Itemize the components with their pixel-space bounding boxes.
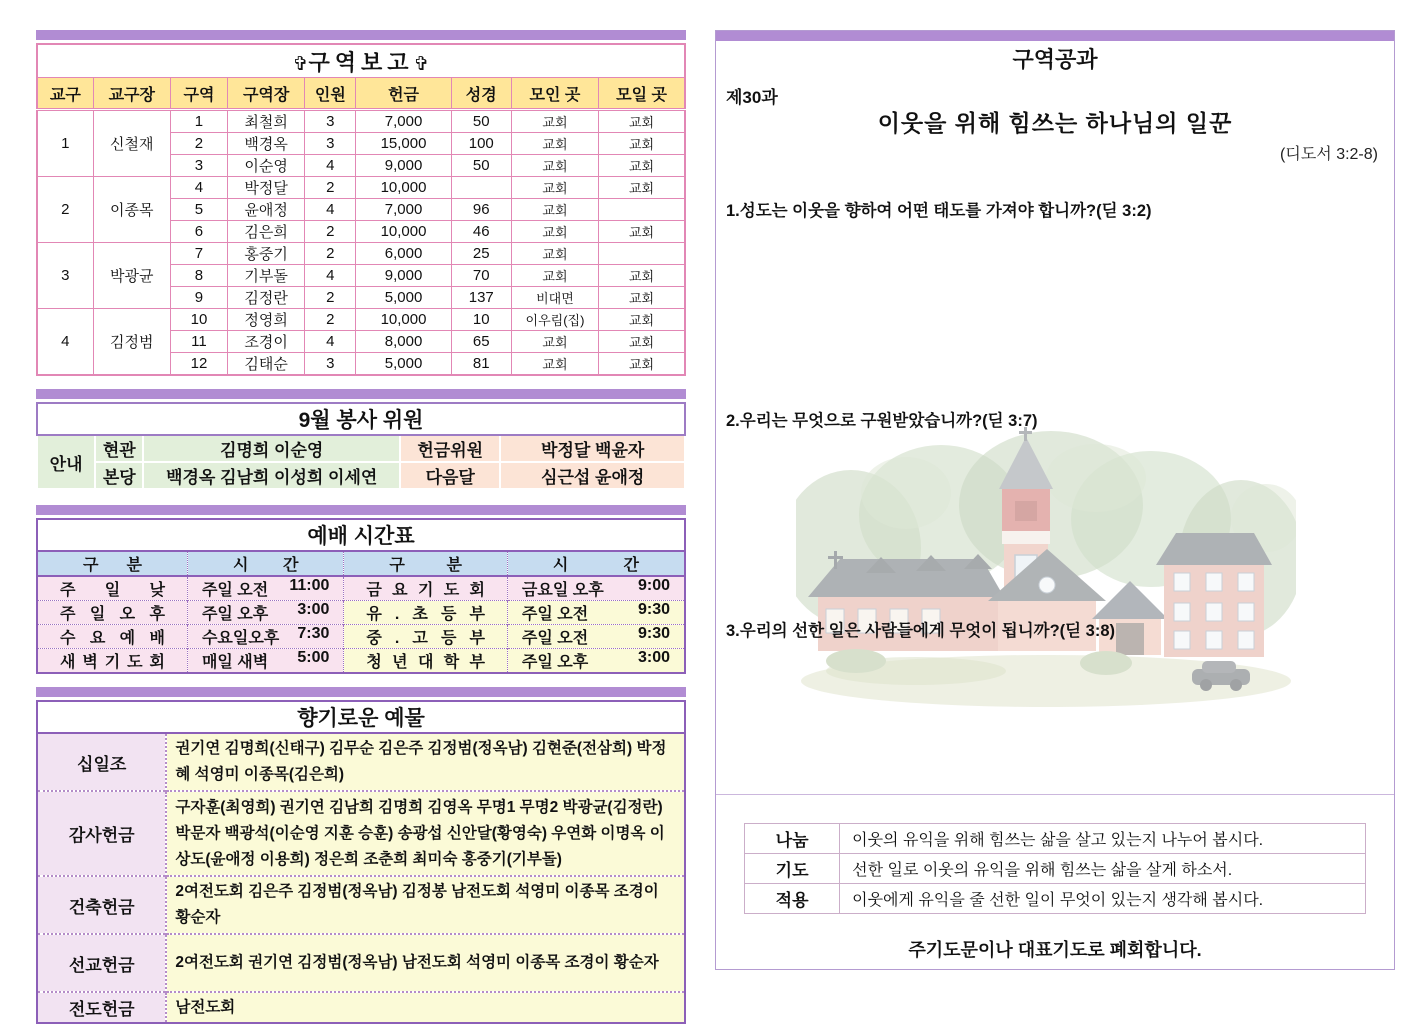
lesson-scripture-reference: (디도서 3:2-8)	[1280, 146, 1378, 163]
district-leader-cell: 이종목	[93, 177, 170, 243]
offering-cell: 5,000	[356, 287, 451, 309]
application-content-cell: 선한 일로 이웃의 유익을 위해 힘쓰는 삶을 살게 하소서.	[840, 854, 1366, 884]
attendance-cell: 4	[305, 331, 356, 353]
lesson-panel	[715, 30, 1395, 970]
next-place-cell: 교회	[599, 110, 685, 133]
next-place-cell: 교회	[599, 265, 685, 287]
zone-leader-cell: 박정달	[228, 177, 305, 199]
next-place-cell: 교회	[599, 155, 685, 177]
zone-leader-cell: 윤애정	[228, 199, 305, 221]
application-row	[745, 824, 1366, 854]
district-report-header-cell: 교구	[37, 78, 93, 110]
district-report-header-cell: 모인 곳	[511, 78, 598, 110]
zone-number-cell: 5	[170, 199, 227, 221]
schedule-service-cell: 새 벽 기 도 회	[37, 649, 187, 674]
offering-cell: 5,000	[356, 353, 451, 376]
zone-number-cell: 9	[170, 287, 227, 309]
met-place-cell: 비대면	[511, 287, 598, 309]
district-number-cell: 2	[37, 177, 93, 243]
section-divider-bar	[36, 505, 686, 515]
zone-leader-cell: 정영희	[228, 309, 305, 331]
offering-row	[37, 934, 685, 992]
lesson-question-3: 3.우리의 선한 일은 사람들에게 무엇이 됩니까?(딛 3:8)	[726, 622, 1116, 640]
committee-place-cell: 현관	[95, 435, 143, 462]
offering-cell: 9,000	[356, 265, 451, 287]
bible-reading-cell: 10	[451, 309, 511, 331]
section-divider-bar	[36, 687, 686, 697]
district-leader-cell: 신철재	[93, 110, 170, 177]
zone-leader-cell: 홍중기	[228, 243, 305, 265]
attendance-cell: 4	[305, 199, 356, 221]
schedule-when: 금요일 오후	[521, 582, 604, 599]
met-place-cell: 교회	[511, 243, 598, 265]
lesson-panel-title: 구역공과	[1012, 47, 1098, 72]
bible-reading-cell: 70	[451, 265, 511, 287]
zone-leader-cell: 김정란	[228, 287, 305, 309]
next-place-cell: 교회	[599, 221, 685, 243]
bible-reading-cell: 46	[451, 221, 511, 243]
schedule-service-cell: 유 . 초 등 부	[344, 601, 508, 625]
met-place-cell: 교회	[511, 353, 598, 376]
offering-cell: 10,000	[356, 221, 451, 243]
committee-names-cell: 김명희 이순영	[143, 435, 400, 462]
met-place-cell: 교회	[511, 221, 598, 243]
attendance-cell: 2	[305, 287, 356, 309]
section-divider-bar	[36, 30, 686, 40]
schedule-when: 매일 새벽	[201, 654, 269, 671]
schedule-clock: 9:30	[637, 601, 670, 618]
next-place-cell	[599, 199, 685, 221]
district-number-cell: 1	[37, 110, 93, 177]
schedule-clock: 9:30	[637, 625, 670, 642]
schedule-clock: 9:00	[637, 577, 670, 594]
zone-leader-cell: 조경이	[228, 331, 305, 353]
committee-place-cell: 본당	[95, 462, 143, 489]
attendance-cell: 4	[305, 155, 356, 177]
district-number-cell: 4	[37, 309, 93, 376]
next-place-cell: 교회	[599, 133, 685, 155]
lesson-title: 이웃을 위해 힘쓰는 하나님의 일꾼	[877, 110, 1233, 136]
schedule-clock: 5:00	[297, 649, 330, 666]
bible-reading-cell: 50	[451, 155, 511, 177]
met-place-cell: 교회	[511, 110, 598, 133]
offering-type-cell: 전도헌금	[37, 992, 166, 1023]
committee-role-names-cell: 박정달 백윤자	[500, 435, 685, 462]
attendance-cell: 3	[305, 110, 356, 133]
attendance-cell: 3	[305, 353, 356, 376]
zone-number-cell: 12	[170, 353, 227, 376]
offerings-title: 향기로운 예물	[37, 701, 685, 733]
schedule-time-cell	[187, 625, 343, 649]
next-place-cell: 교회	[599, 309, 685, 331]
application-row	[745, 854, 1366, 884]
district-report-header-cell: 성경	[451, 78, 511, 110]
service-committee-table	[36, 402, 686, 490]
service-committee-title: 9월 봉사 위원	[37, 403, 685, 435]
closing-statement: 주기도문이나 대표기도로 폐회합니다.	[908, 940, 1202, 960]
schedule-service-cell: 청 년 대 학 부	[344, 649, 508, 674]
offering-donors-cell: 권기연 김명희(신태구) 김무순 김은주 김정범(정옥남) 김현준(전삼희) 박정혜 석영미 이종목(김은희)	[166, 733, 685, 791]
schedule-row	[37, 576, 685, 601]
zone-number-cell: 10	[170, 309, 227, 331]
zone-number-cell: 4	[170, 177, 227, 199]
offering-row	[37, 876, 685, 934]
church-watermark-illustration	[796, 423, 1296, 708]
schedule-row	[37, 625, 685, 649]
district-leader-cell: 김정범	[93, 309, 170, 376]
schedule-when: 주일 오후	[521, 654, 589, 671]
district-report-row	[37, 177, 685, 199]
met-place-cell: 교회	[511, 199, 598, 221]
application-content-cell: 이웃에게 유익을 줄 선한 일이 무엇이 있는지 생각해 봅시다.	[840, 884, 1366, 914]
bible-reading-cell: 81	[451, 353, 511, 376]
met-place-cell: 이우림(집)	[511, 309, 598, 331]
section-divider-bar	[716, 31, 1394, 41]
schedule-when: 주일 오후	[201, 606, 269, 623]
cross-icon: ✞	[292, 53, 309, 75]
worship-schedule-table	[36, 518, 686, 674]
district-report-header-row	[37, 78, 685, 110]
offering-cell: 10,000	[356, 177, 451, 199]
offering-cell: 7,000	[356, 110, 451, 133]
application-content-cell: 이웃의 유익을 위해 힘쓰는 삶을 살고 있는지 나누어 봅시다.	[840, 824, 1366, 854]
schedule-clock: 11:00	[289, 577, 330, 594]
district-report-title-row	[37, 44, 685, 78]
committee-role-cell: 다음달	[400, 462, 500, 489]
application-table	[744, 823, 1366, 914]
schedule-row	[37, 601, 685, 625]
attendance-cell: 4	[305, 265, 356, 287]
next-place-cell	[599, 243, 685, 265]
district-report-header-cell: 구역장	[228, 78, 305, 110]
schedule-service-cell: 중 . 고 등 부	[344, 625, 508, 649]
next-place-cell: 교회	[599, 177, 685, 199]
schedule-when: 주일 오전	[201, 582, 269, 599]
next-place-cell: 교회	[599, 331, 685, 353]
offering-donors-cell: 남전도회	[166, 992, 685, 1023]
attendance-cell: 2	[305, 177, 356, 199]
section-divider-bar	[36, 389, 686, 399]
bible-reading-cell: 65	[451, 331, 511, 353]
district-report-title	[37, 44, 685, 78]
schedule-time-cell	[187, 576, 343, 601]
bible-reading-cell: 50	[451, 110, 511, 133]
district-report-header-cell: 헌금	[356, 78, 451, 110]
district-report-header-cell: 구역	[170, 78, 227, 110]
schedule-service-cell: 주 일 낮	[37, 576, 187, 601]
offering-type-cell: 감사헌금	[37, 791, 166, 876]
met-place-cell: 교회	[511, 265, 598, 287]
cross-icon: ✞	[413, 53, 430, 75]
offering-row	[37, 733, 685, 791]
bible-reading-cell: 96	[451, 199, 511, 221]
offering-donors-cell: 2여전도회 김은주 김정범(정옥남) 김정봉 남전도회 석영미 이종목 조경이 황순자	[166, 876, 685, 934]
bible-reading-cell: 25	[451, 243, 511, 265]
schedule-time-cell	[507, 601, 685, 625]
service-committee-title-row	[37, 403, 685, 435]
committee-names-cell: 백경옥 김남희 이성희 이세연	[143, 462, 400, 489]
schedule-clock: 3:00	[637, 649, 670, 666]
met-place-cell: 교회	[511, 177, 598, 199]
application-row	[745, 884, 1366, 914]
district-report-header-cell: 모일 곳	[599, 78, 685, 110]
schedule-row	[37, 649, 685, 674]
offering-type-cell: 건축헌금	[37, 876, 166, 934]
zone-leader-cell: 김은희	[228, 221, 305, 243]
district-number-cell: 3	[37, 243, 93, 309]
next-place-cell: 교회	[599, 287, 685, 309]
lesson-question-1: 1.성도는 이웃을 향하여 어떤 태도를 가져야 합니까?(딛 3:2)	[726, 202, 1152, 220]
offering-cell: 15,000	[356, 133, 451, 155]
attendance-cell: 2	[305, 243, 356, 265]
offering-donors-cell: 2여전도회 권기연 김정범(정옥남) 남전도회 석영미 이종목 조경이 황순자	[166, 934, 685, 992]
schedule-header-cell: 시 간	[187, 551, 343, 576]
panel-separator-line	[716, 794, 1394, 795]
met-place-cell: 교회	[511, 155, 598, 177]
schedule-clock: 3:00	[297, 601, 330, 618]
next-place-cell: 교회	[599, 353, 685, 376]
offering-cell: 10,000	[356, 309, 451, 331]
zone-leader-cell: 이순영	[228, 155, 305, 177]
zone-leader-cell: 김태순	[228, 353, 305, 376]
met-place-cell: 교회	[511, 133, 598, 155]
worship-schedule-header-row	[37, 551, 685, 576]
schedule-header-cell: 구 분	[37, 551, 187, 576]
schedule-header-cell: 구 분	[344, 551, 508, 576]
committee-role-names-cell: 심근섭 윤애정	[500, 462, 685, 489]
lesson-question-2: 2.우리는 무엇으로 구원받았습니까?(딛 3:7)	[726, 412, 1038, 430]
district-report-row	[37, 243, 685, 265]
schedule-time-cell	[507, 625, 685, 649]
schedule-time-cell	[187, 649, 343, 674]
district-report-title-text: 구역보고	[308, 49, 414, 75]
met-place-cell: 교회	[511, 331, 598, 353]
zone-leader-cell: 백경옥	[228, 133, 305, 155]
district-report-header-cell: 교구장	[93, 78, 170, 110]
application-label-cell: 적용	[745, 884, 840, 914]
application-label-cell: 나눔	[745, 824, 840, 854]
offerings-title-row	[37, 701, 685, 733]
zone-number-cell: 6	[170, 221, 227, 243]
attendance-cell: 2	[305, 309, 356, 331]
offering-cell: 9,000	[356, 155, 451, 177]
bible-reading-cell	[451, 177, 511, 199]
worship-schedule-title: 예배 시간표	[37, 519, 685, 551]
schedule-time-cell	[507, 649, 685, 674]
service-committee-row	[37, 435, 685, 462]
bulletin-left-column	[36, 30, 686, 1024]
schedule-header-cell: 시 간	[507, 551, 685, 576]
zone-number-cell: 1	[170, 110, 227, 133]
schedule-when: 주일 오전	[521, 630, 589, 647]
offering-type-cell: 십일조	[37, 733, 166, 791]
district-leader-cell: 박광균	[93, 243, 170, 309]
offering-donors-cell: 구자훈(최영희) 권기연 김남희 김명희 김영옥 무명1 무명2 박광균(김정란) 박문자 백광석(이순영 지훈 승훈) 송광섭 신안달(황영숙) 우연화 이명옥 이상도(윤애정 이용희) 정은희 조춘희 최미숙 홍중기(기부돌)	[166, 791, 685, 876]
zone-number-cell: 3	[170, 155, 227, 177]
zone-number-cell: 11	[170, 331, 227, 353]
schedule-when: 주일 오전	[521, 606, 589, 623]
schedule-time-cell	[187, 601, 343, 625]
zone-number-cell: 8	[170, 265, 227, 287]
schedule-clock: 7:30	[297, 625, 330, 642]
district-report-header-cell: 인원	[305, 78, 356, 110]
bible-reading-cell: 137	[451, 287, 511, 309]
committee-group-cell: 안내	[37, 435, 95, 489]
attendance-cell: 3	[305, 133, 356, 155]
district-report-table	[36, 43, 686, 376]
offering-row	[37, 992, 685, 1023]
zone-number-cell: 7	[170, 243, 227, 265]
schedule-service-cell: 주 일 오 후	[37, 601, 187, 625]
zone-leader-cell: 최철희	[228, 110, 305, 133]
offering-cell: 8,000	[356, 331, 451, 353]
offering-type-cell: 선교헌금	[37, 934, 166, 992]
district-report-row	[37, 110, 685, 133]
lesson-number: 제30과	[726, 88, 778, 107]
committee-role-cell: 헌금위원	[400, 435, 500, 462]
schedule-service-cell: 수 요 예 배	[37, 625, 187, 649]
bible-reading-cell: 100	[451, 133, 511, 155]
service-committee-row	[37, 462, 685, 489]
application-label-cell: 기도	[745, 854, 840, 884]
schedule-service-cell: 금 요 기 도 회	[344, 576, 508, 601]
zone-leader-cell: 기부돌	[228, 265, 305, 287]
offering-row	[37, 791, 685, 876]
offering-cell: 6,000	[356, 243, 451, 265]
offerings-table	[36, 700, 686, 1024]
worship-schedule-title-row	[37, 519, 685, 551]
schedule-time-cell	[507, 576, 685, 601]
schedule-when: 수요일오후	[201, 630, 280, 647]
offering-cell: 7,000	[356, 199, 451, 221]
attendance-cell: 2	[305, 221, 356, 243]
zone-number-cell: 2	[170, 133, 227, 155]
district-report-row	[37, 309, 685, 331]
